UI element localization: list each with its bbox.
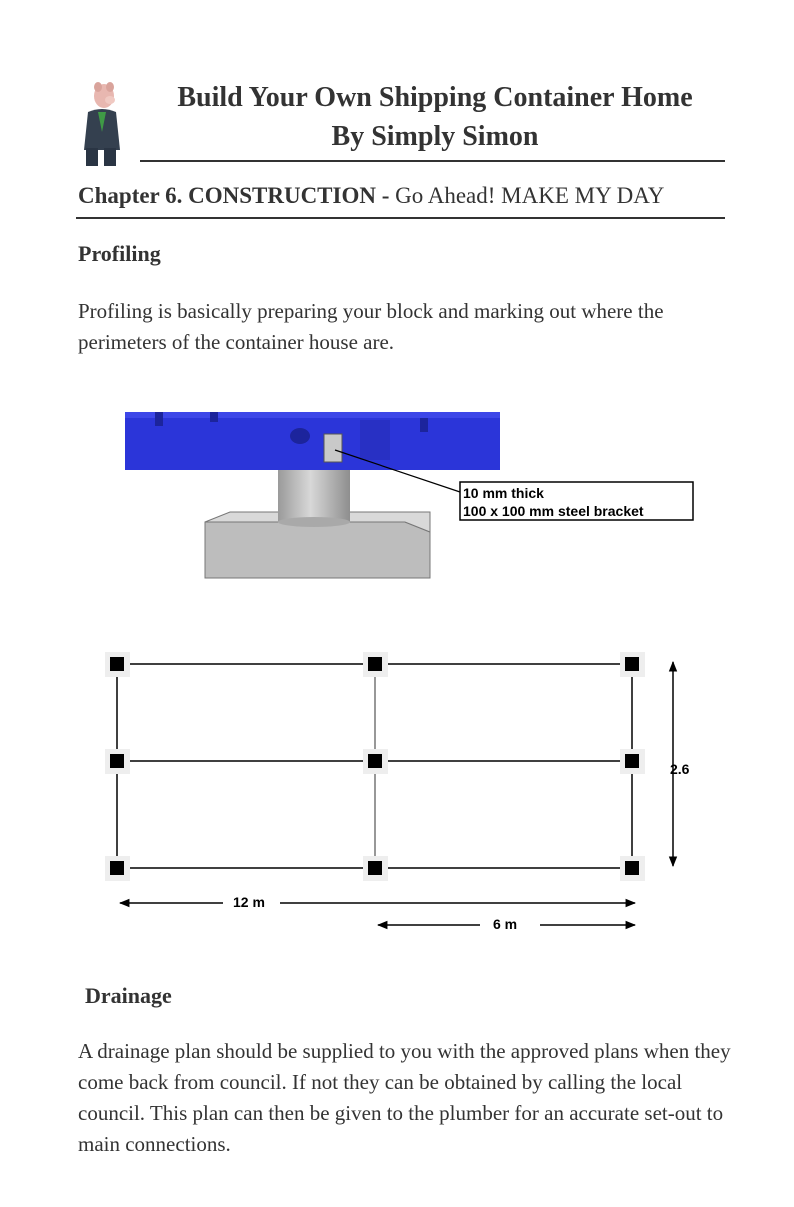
footing-layout-plan [95,640,715,940]
profiling-paragraph: Profiling is basically preparing your block and marking out where the perimeters of the container house are. [78,299,664,354]
drainage-paragraph: A drainage plan should be supplied to you with the approved plans when they come back from council. If not they can be obtained by calling the local council. This plan can then be given to the plumber for an accurate set-out to main connections. [78,1039,731,1156]
chapter-tagline: Go Ahead! MAKE MY DAY [389,183,665,208]
title-line-2: By Simply Simon [331,121,539,152]
simply-simon-mascot-icon [78,80,126,168]
length-label: 12 m [233,894,265,910]
footing-pad [105,749,130,774]
chapter-label: Chapter 6. CONSTRUCTION - [78,183,390,208]
callout-line-2: 100 x 100 mm steel bracket [463,503,644,519]
chapter-divider [76,217,725,219]
steel-bracket [324,434,342,462]
footing-pad [620,856,645,881]
section-heading-drainage: Drainage [85,983,172,1008]
footing-pad [620,652,645,677]
footing-bracket-illustration [120,400,720,600]
footing-pad [620,749,645,774]
chapter-heading [78,183,664,209]
half-length-label: 6 m [493,916,518,932]
container-body [125,412,500,470]
title-line-1: Build Your Own Shipping Container Home [177,82,693,113]
footing-pad [105,856,130,881]
footing-pad [363,856,388,881]
concrete-pier [278,470,350,522]
section-heading-profiling: Profiling [78,241,161,266]
width-label: 2.6 [670,761,690,777]
footing-pad [105,652,130,677]
footing-pad [363,749,388,774]
header-divider [140,160,725,162]
footing-pad [363,652,388,677]
page-title [140,78,730,156]
callout-line-1: 10 mm thick [463,485,544,501]
